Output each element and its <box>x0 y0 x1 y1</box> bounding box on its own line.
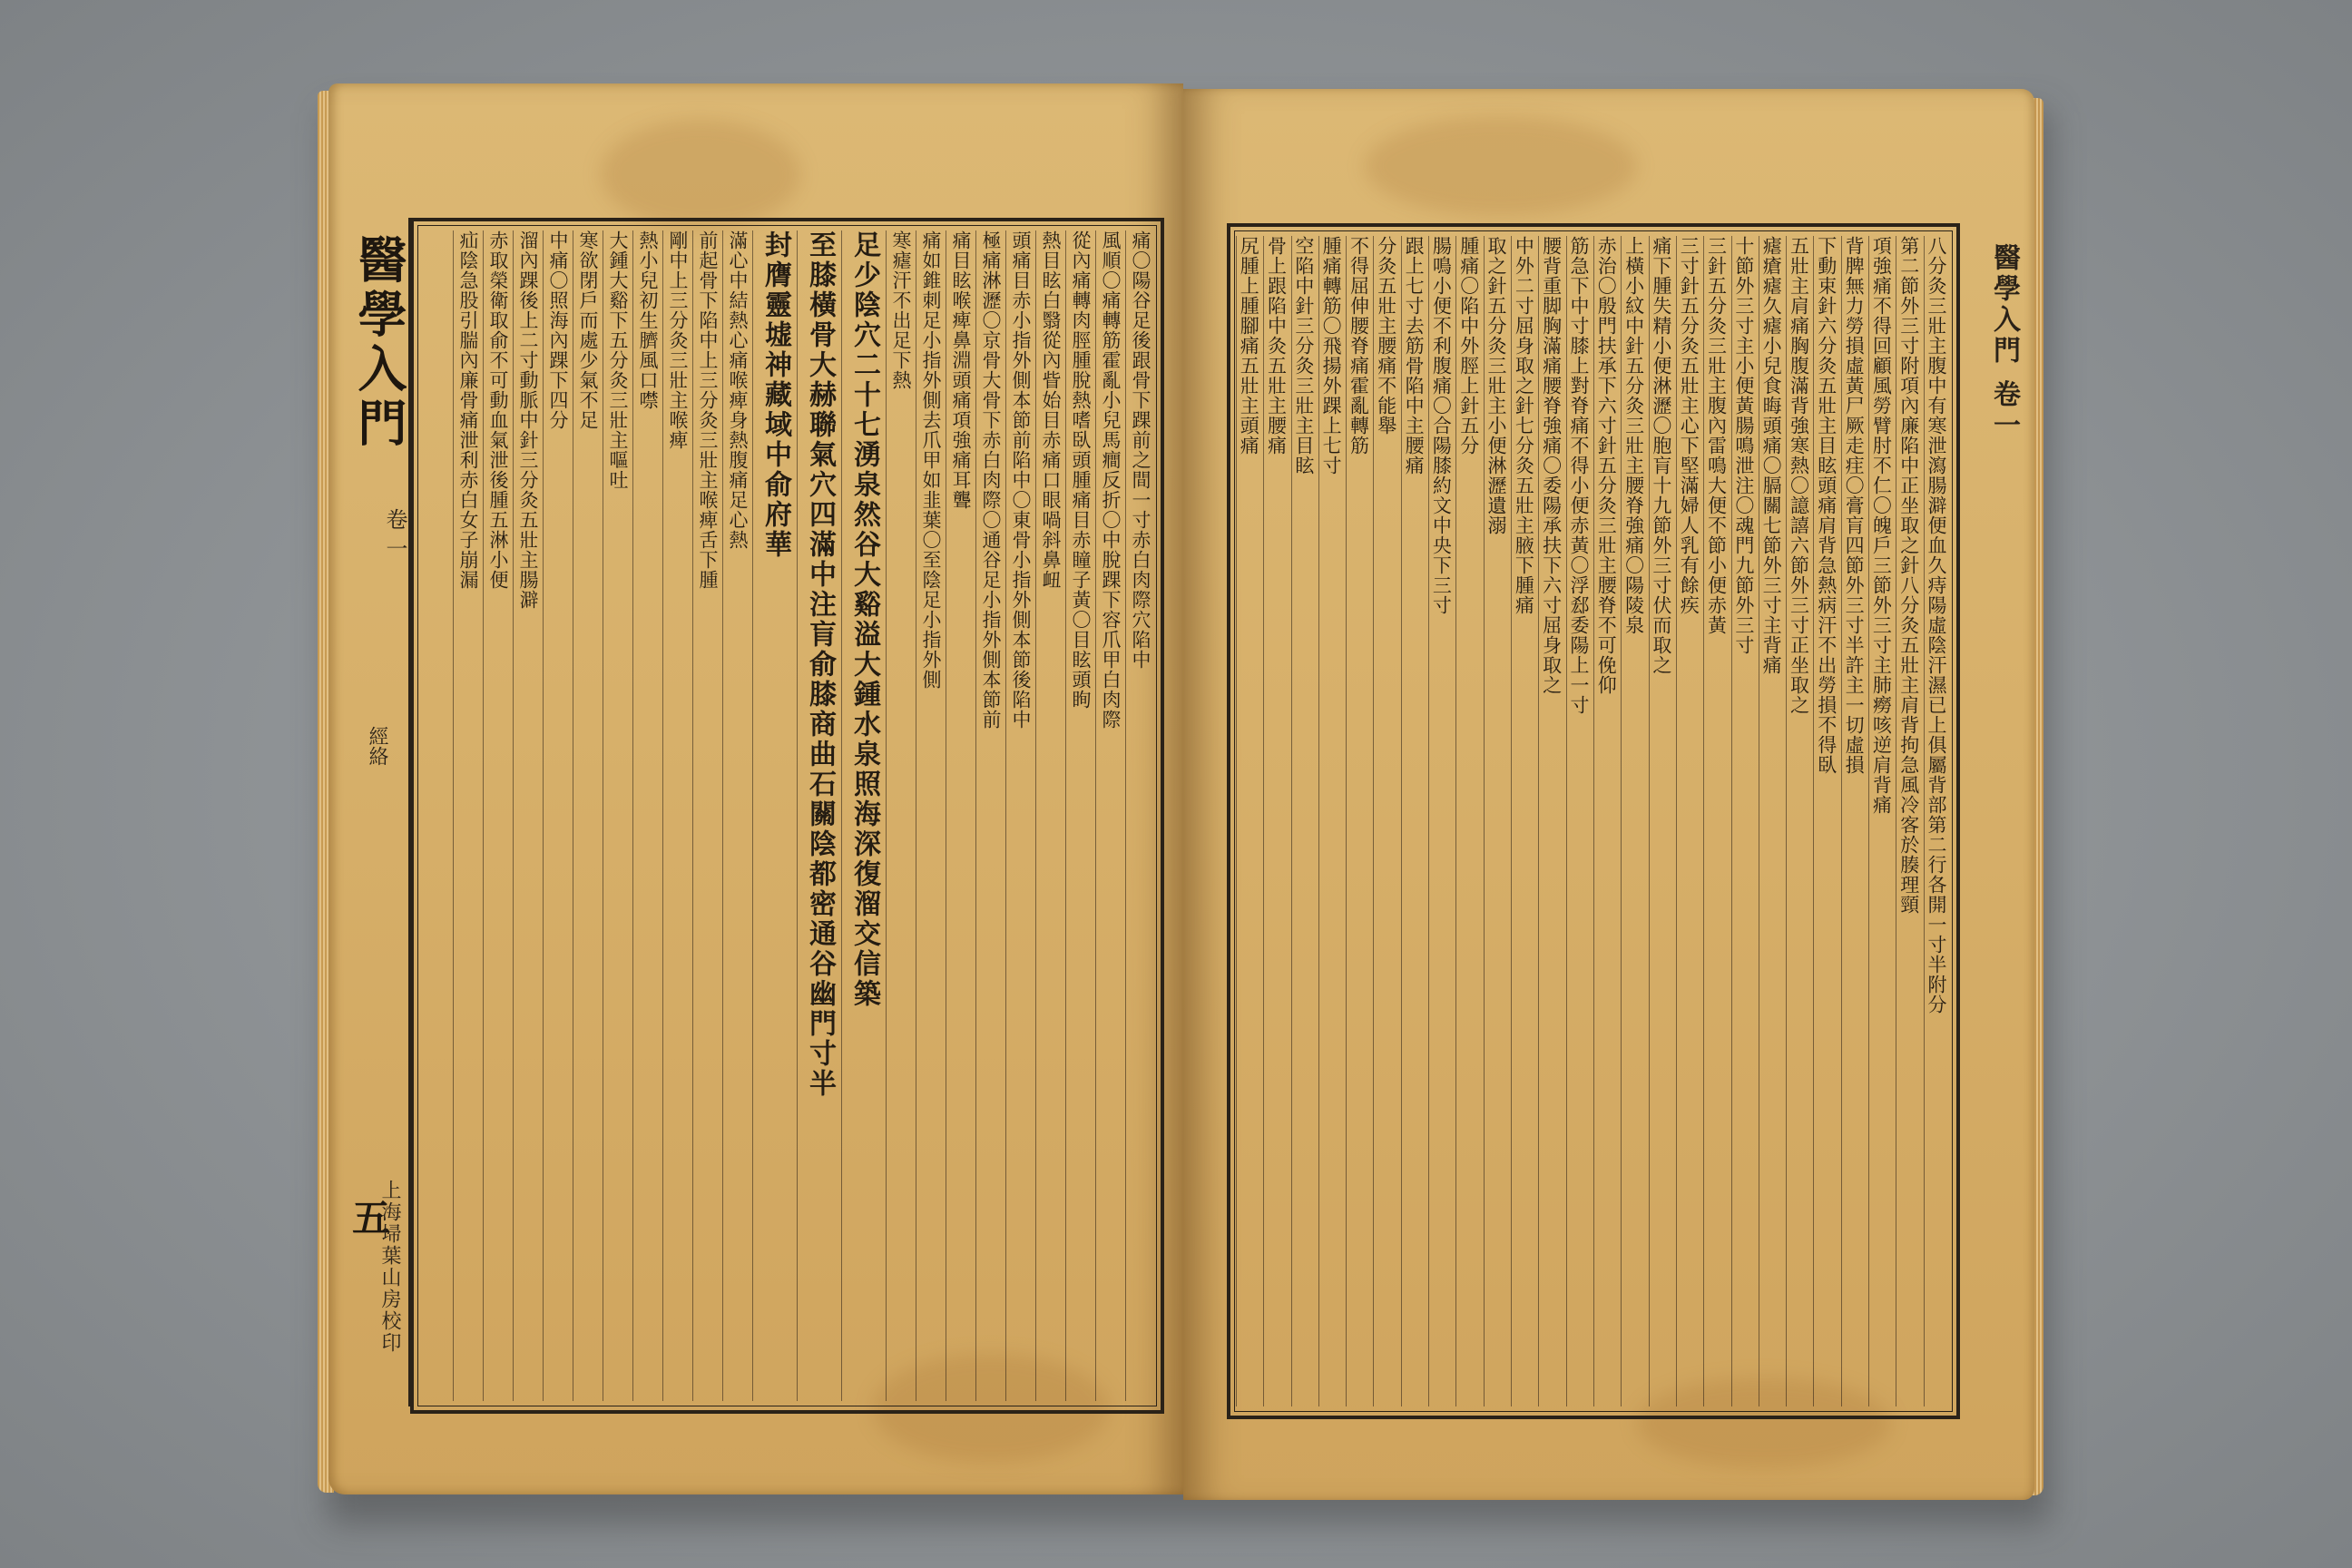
text-column: 痛〇陽谷足後跟骨下踝前之間一寸赤白肉際穴陷中 <box>1125 230 1155 1401</box>
text-column: 熱目眩白翳從內眥始目赤痛口眼喎斜鼻衄 <box>1035 230 1065 1401</box>
text-column: 熱小兒初生臍風口噤 <box>632 230 662 1401</box>
left-text-frame <box>410 218 1164 1414</box>
text-column: 跟上七寸去筋骨陷中主腰痛 <box>1401 236 1428 1406</box>
page-number: 五 <box>347 1198 391 1236</box>
paper-stain <box>601 120 800 229</box>
text-column: 八分灸三壯主腹中有寒泄瀉腸澼便血久痔陽虛陰汗濕已上俱屬背部第二行各開一寸半附分 <box>1924 236 1951 1406</box>
text-column: 第二節外三寸附項內廉陷中正坐取之針八分灸五壯主肩背拘急風冷客於腠理頸 <box>1896 236 1923 1406</box>
left-text-columns <box>419 230 1155 1401</box>
text-column: 從內痛轉肉脛腫脫熱嗜臥頭腫痛目赤瞳子黃〇目眩頭眴 <box>1065 230 1095 1401</box>
text-column: 痛如錐刺足小指外側去爪甲如韭葉〇至陰足小指外側 <box>916 230 946 1401</box>
right-text-frame <box>1227 223 1960 1419</box>
text-column: 剛中上三分灸三壯主喉痺 <box>662 230 692 1401</box>
text-column: 風順〇痛轉筋霍亂小兒馬癎反折〇中脫踝下容爪甲白肉際 <box>1095 230 1125 1401</box>
text-column: 腫痛〇陷中外脛上針五分 <box>1455 236 1483 1406</box>
text-column: 筋急下中寸膝上對脊痛不得小便赤黃〇浮郄委陽上一寸 <box>1566 236 1593 1406</box>
publisher-imprint: 上海埽葉山房校印 <box>378 1180 401 1354</box>
text-column: 大鍾大谿下五分灸三壯主嘔吐 <box>603 230 632 1401</box>
paper-stain <box>1365 116 1637 216</box>
text-column: 上橫小紋中針五分灸三壯主腰脊強痛〇陽陵泉 <box>1621 236 1648 1406</box>
text-column: 尻腫上腫腳痛五壯主頭痛 <box>1236 236 1263 1406</box>
text-column: 腸鳴小便不利腹痛〇合陽膝約文中央下三寸 <box>1428 236 1455 1406</box>
text-column: 滿心中結熱心痛喉痺身熱腹痛足心熱 <box>722 230 752 1401</box>
text-column: 背脾無力勞損虛黃尸厥走疰〇膏肓四節外三寸半許主一切虛損 <box>1841 236 1868 1406</box>
text-column: 下動束針六分灸五壯主目眩頭痛肩背急熱病汗不出勞損不得臥 <box>1813 236 1840 1406</box>
text-column: 三寸針五分灸五壯主心下堅滿婦人乳有餘疾 <box>1676 236 1703 1406</box>
text-column: 寒瘧汗不出足下熱 <box>886 230 916 1401</box>
text-column: 十節外三寸主小便黃腸鳴泄注〇魂門九節外三寸 <box>1731 236 1759 1406</box>
left-page <box>328 83 1183 1494</box>
text-column: 中痛〇照海內踝下四分 <box>543 230 573 1401</box>
text-column: 足少陰穴二十七湧泉然谷大谿溢大鍾水泉照海深復溜交信築 <box>841 230 886 1401</box>
volume-label: 卷一 <box>382 508 407 566</box>
text-column: 寒欲閉戶而處少氣不足 <box>573 230 603 1401</box>
text-column: 項強痛不得回顧風勞臂肘不仁〇魄戶三節外三寸主肺癆咳逆肩背痛 <box>1868 236 1896 1406</box>
section-label: 經絡 <box>366 726 388 766</box>
text-column: 封膺靈墟神藏域中俞府華 <box>752 230 797 1401</box>
text-column: 頭痛目赤小指外側本節前陷中〇東骨小指外側本節後陷中 <box>1005 230 1035 1401</box>
text-column: 分灸五壯主腰痛不能舉 <box>1373 236 1400 1406</box>
text-column: 痛目眩喉痺鼻淵頭痛項強痛耳聾 <box>946 230 975 1401</box>
right-text-columns <box>1236 236 1951 1406</box>
text-column: 赤治〇殷門扶承下六寸針五分灸三壯主腰脊不可俛仰 <box>1593 236 1621 1406</box>
text-column: 三針五分灸三壯主腹內雷鳴大便不節小便赤黃 <box>1703 236 1730 1406</box>
right-running-title: 醫學入門 卷一 <box>1988 243 2020 442</box>
text-column: 不得屈伸腰脊痛霍亂轉筋 <box>1346 236 1373 1406</box>
left-margin-strip <box>336 218 411 1406</box>
text-column: 腰背重脚胸滿痛腰脊強痛〇委陽承扶下六寸屈身取之 <box>1538 236 1565 1406</box>
text-column: 空陷中針三分灸三壯主目眩 <box>1291 236 1318 1406</box>
text-column: 溜內踝後上二寸動脈中針三分灸五壯主腸澼 <box>513 230 543 1401</box>
text-column: 前起骨下陷中上三分灸三壯主喉痺舌下腫 <box>692 230 722 1401</box>
text-column: 取之針五分灸三壯主小便淋瀝遺溺 <box>1484 236 1511 1406</box>
text-column: 痛下腫失精小便淋瀝〇胞肓十九節外三寸伏而取之 <box>1649 236 1676 1406</box>
text-column: 赤取榮衛取俞不可動血氣泄後腫五淋小便 <box>483 230 513 1401</box>
text-column: 極痛淋瀝〇京骨大骨下赤白肉際〇通谷足小指外側本節前 <box>975 230 1005 1401</box>
text-column: 腫痛轉筋〇飛揚外踝上七寸 <box>1318 236 1346 1406</box>
text-column: 疝陰急股引腨內廉骨痛泄利赤白女子崩漏 <box>453 230 483 1401</box>
right-page <box>1183 89 2034 1500</box>
running-title: 醫學入門 <box>350 234 408 452</box>
text-column: 中外二寸屈身取之針七分灸五壯主腋下腫痛 <box>1511 236 1538 1406</box>
text-column: 至膝橫骨大赫聯氣穴四滿中注肓俞膝商曲石關陰都密通谷幽門寸半 <box>797 230 841 1401</box>
text-column: 骨上跟陷中灸五壯主腰痛 <box>1263 236 1290 1406</box>
text-column: 瘧瘡瘧久瘧小兒食晦頭痛〇膈關七節外三寸主背痛 <box>1759 236 1786 1406</box>
text-column: 五壯主肩痛胸腹滿背強寒熱〇譩譆六節外三寸正坐取之 <box>1786 236 1813 1406</box>
